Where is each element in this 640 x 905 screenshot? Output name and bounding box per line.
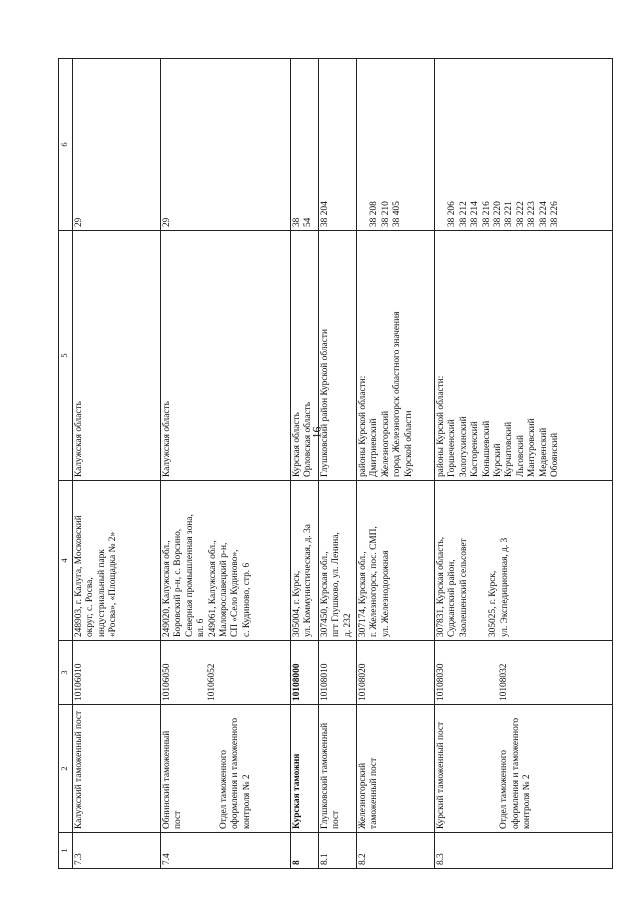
table-row: [161, 59, 291, 869]
table-row: [319, 59, 357, 869]
post-region: Калужская область: [73, 231, 161, 481]
post-address: 249020, Калужская обл., Боровский р-н, с. Ворсино, Северная промышленная зона, вл. 6 249061, Калужская обл., Малоярославецкий р-н, СП «Село Кудиново», с. Кудиново, стр. 6: [161, 481, 291, 641]
post-name: Курский таможенный пост Отдел таможенного оформления и таможенного контроля № 2: [435, 705, 613, 833]
header-cell: 6: [59, 59, 73, 231]
post-okato: 38 208 38 210 38 405: [357, 59, 435, 231]
row-number: 7.3: [73, 833, 161, 869]
post-address: 248903, г. Калуга, Московский округ, с. Росва, индустриальный парк «Росва», «Площадка № 2»: [73, 481, 161, 641]
row-number: 7.4: [161, 833, 291, 869]
post-region: районы Курской области: Дмитриевский Железногорский город Железногорск областного значения Курской области: [357, 231, 435, 481]
post-okato: 38 54: [291, 59, 319, 231]
post-okato: 38 204: [319, 59, 357, 231]
post-address: 307174, Курская обл., г. Железногорск, пос. СМП, ул. Железнодорожная: [357, 481, 435, 641]
document-table-area: [58, 59, 613, 869]
rotated-table-frame: [58, 59, 613, 869]
post-name: Обнинский таможенный пост Отдел таможенного оформления и таможенного контроля № 2: [161, 705, 291, 833]
post-code: 10106010: [73, 641, 161, 705]
customs-posts-table: [58, 58, 613, 869]
table-row: [435, 59, 613, 869]
post-code: 10108030 10108032: [435, 641, 613, 705]
post-name: Курская таможня: [291, 705, 319, 833]
post-region: Курская область Орловская область: [291, 231, 319, 481]
header-cell: 4: [59, 481, 73, 641]
post-region: Глушковский район Курской области: [319, 231, 357, 481]
post-address: 307450, Курская обл., пгт Глушково, ул. Ленина, д. 232: [319, 481, 357, 641]
post-region: Калужская область: [161, 231, 291, 481]
post-name: Железногорский таможенный пост: [357, 705, 435, 833]
table-row: [291, 59, 319, 869]
post-okato: 29: [73, 59, 161, 231]
post-region: районы Курской области: Горшеченский Золотухинский Касторенский Конышевский Курский Курчатовский Льговский Мантуровский Медвенский Обоянский: [435, 231, 613, 481]
table-row: [357, 59, 435, 869]
header-cell: 3: [59, 641, 73, 705]
row-number: 8.2: [357, 833, 435, 869]
post-code: 10108010: [319, 641, 357, 705]
row-number: 8: [291, 833, 319, 869]
post-code: 10108000: [291, 641, 319, 705]
post-okato: 29: [161, 59, 291, 231]
post-address: 307831, Курская область, Суджанский район, Заолешенский сельсовет 305025, г. Курск, ул. Экспедиционная, д. 3: [435, 481, 613, 641]
header-cell: 5: [59, 231, 73, 481]
post-code: 10106050 10106052: [161, 641, 291, 705]
row-number: 8.1: [319, 833, 357, 869]
post-address: 305004, г. Курск, ул. Коммунистическая, д. 3а: [291, 481, 319, 641]
header-cell: 1: [59, 833, 73, 869]
post-code: 10108020: [357, 641, 435, 705]
post-name: Калужский таможенный пост: [73, 705, 161, 833]
page-number: 16: [309, 426, 324, 439]
header-cell: 2: [59, 705, 73, 833]
post-okato: 38 206 38 212 38 214 38 216 38 220 38 221 38 222 38 223 38 224 38 226: [435, 59, 613, 231]
table-row: [73, 59, 161, 869]
post-name: Глушковский таможенный пост: [319, 705, 357, 833]
header-row: [59, 59, 73, 869]
row-number: 8.3: [435, 833, 613, 869]
